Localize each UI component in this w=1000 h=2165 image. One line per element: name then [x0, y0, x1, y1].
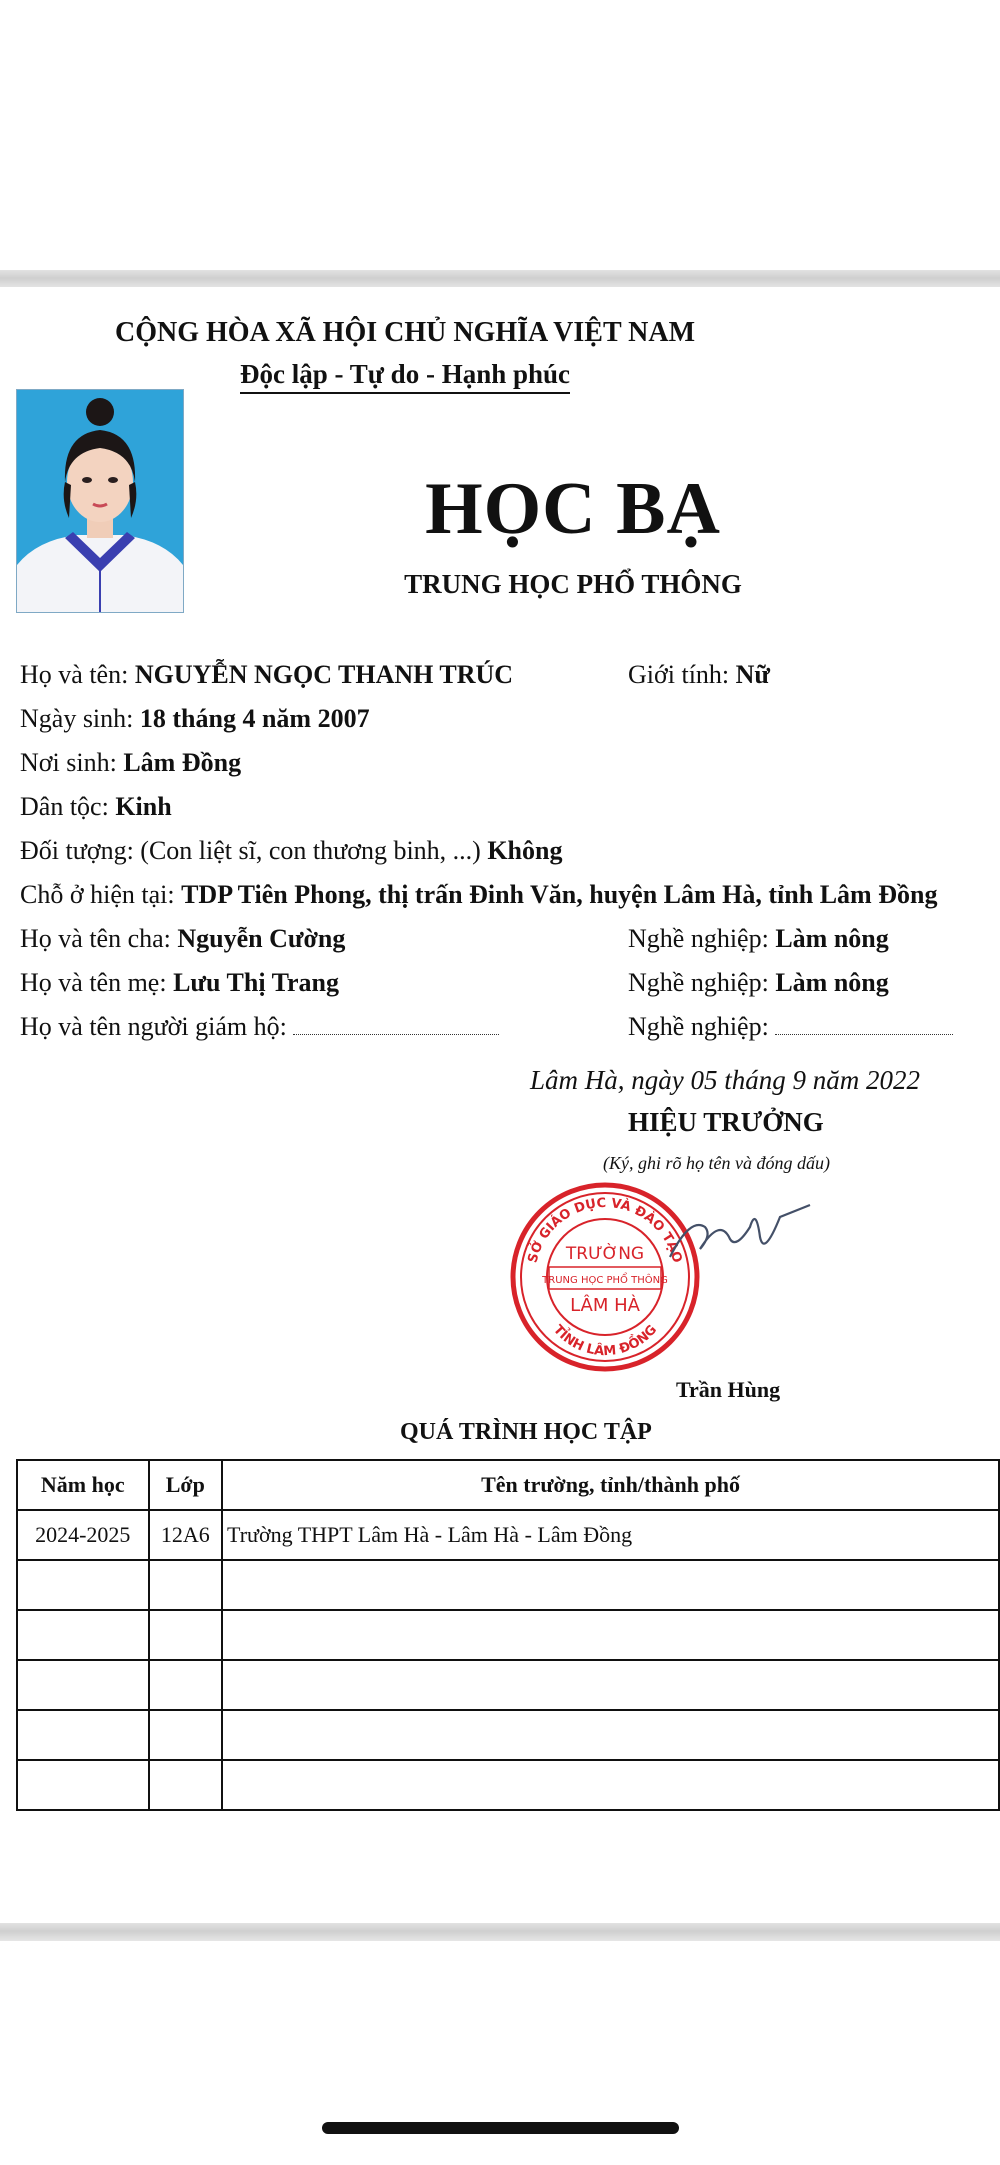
table-row: [17, 1710, 999, 1760]
table-row: [17, 1660, 999, 1710]
mother-row: Họ và tên mẹ: Lưu Thị Trang: [20, 968, 339, 997]
svg-text:TỈNH LÂM ĐỒNG: TỈNH LÂM ĐỒNG: [549, 1322, 661, 1360]
name-row: Họ và tên: NGUYỄN NGỌC THANH TRÚC: [20, 660, 514, 689]
svg-text:LÂM HÀ: LÂM HÀ: [570, 1295, 640, 1316]
student-name: NGUYỄN NGỌC THANH TRÚC: [134, 660, 514, 689]
cell-school: [222, 1560, 999, 1610]
cell-year: [17, 1660, 149, 1710]
guardian-blank: [293, 1033, 499, 1035]
student-photo: [16, 389, 184, 613]
signer-name: Trần Hùng: [676, 1377, 781, 1402]
issue-date: Lâm Hà, ngày 05 tháng 9 năm 2022: [530, 1065, 920, 1095]
birthplace-row: Nơi sinh: Lâm Đồng: [20, 748, 242, 777]
ethnicity-row: Dân tộc: Kinh: [20, 792, 172, 821]
gender-value: Nữ: [735, 660, 771, 689]
father-row: Họ và tên cha: Nguyễn Cường: [20, 924, 346, 953]
history-title: QUÁ TRÌNH HỌC TẬP: [400, 1419, 652, 1445]
signature-note: (Ký, ghi rõ họ tên và đóng dấu): [603, 1153, 830, 1173]
school-record-page: [0, 287, 1000, 1923]
cell-year: [17, 1610, 149, 1660]
table-row: [17, 1510, 999, 1560]
cell-class: [149, 1760, 222, 1810]
cell-year: [17, 1560, 149, 1610]
father-job: Làm nông: [775, 924, 889, 953]
cell-year: [17, 1710, 149, 1760]
principal-title: HIỆU TRƯỞNG: [628, 1107, 824, 1137]
residence-value: TDP Tiên Phong, thị trấn Đinh Văn, huyện Lâm Hà, tỉnh Lâm Đồng: [181, 880, 938, 909]
cell-school: [222, 1610, 999, 1660]
father-name: Nguyễn Cường: [177, 924, 346, 953]
birthplace-value: Lâm Đồng: [123, 748, 242, 777]
cell-school: [222, 1760, 999, 1810]
col-school-year: Năm học: [17, 1460, 149, 1510]
guardian-job-row: Nghề nghiệp:: [628, 1012, 953, 1042]
republic-header: CỘNG HÒA XÃ HỘI CHỦ NGHĨA VIỆT NAM: [114, 317, 696, 348]
table-row: [17, 1610, 999, 1660]
cell-year: [17, 1760, 149, 1810]
page-bottom-edge: [0, 1923, 1000, 1941]
home-indicator[interactable]: [322, 2122, 679, 2134]
cell-class: [149, 1660, 222, 1710]
category-row: Đối tượng: (Con liệt sĩ, con thương binh, ...) Không: [20, 836, 563, 865]
mother-job: Làm nông: [775, 968, 889, 997]
ethnicity-value: Kinh: [115, 792, 172, 821]
cell-school: [222, 1660, 999, 1710]
guardian-row: Họ và tên người giám hộ:: [20, 1012, 499, 1042]
cell-class: [149, 1710, 222, 1760]
col-school-name: Tên trường, tỉnh/thành phố: [222, 1460, 999, 1510]
cell-class: 12A6: [149, 1510, 222, 1560]
guardian-job-blank: [775, 1033, 953, 1035]
cell-class: [149, 1560, 222, 1610]
table-header-row: [17, 1460, 999, 1510]
col-class: Lớp: [149, 1460, 222, 1510]
svg-text:TRƯỜNG: TRƯỜNG: [565, 1244, 645, 1264]
residence-row: Chỗ ở hiện tại: TDP Tiên Phong, thị trấn Đinh Văn, huyện Lâm Hà, tỉnh Lâm Đồng: [20, 880, 938, 909]
document-title: HỌC BẠ: [425, 468, 721, 550]
father-job-row: Nghề nghiệp: Làm nông: [628, 924, 889, 953]
cell-year: 2024-2025: [17, 1510, 149, 1560]
svg-text:TRUNG HỌC PHỔ THÔNG: TRUNG HỌC PHỔ THÔNG: [542, 1275, 668, 1286]
principal-signature: [660, 1187, 820, 1277]
dob-value: 18 tháng 4 năm 2007: [139, 704, 370, 733]
document-subtitle: TRUNG HỌC PHỔ THÔNG: [404, 569, 742, 599]
cell-school: Trường THPT Lâm Hà - Lâm Hà - Lâm Đồng: [222, 1510, 999, 1560]
table-row: [17, 1560, 999, 1610]
category-value: Không: [487, 836, 563, 865]
cell-class: [149, 1610, 222, 1660]
mother-name: Lưu Thị Trang: [173, 968, 339, 997]
history-table: [16, 1459, 1000, 1811]
gender-row: Giới tính: Nữ: [628, 660, 771, 689]
svg-text:SỞ GIÁO DỤC VÀ ĐÀO TẠO: SỞ GIÁO DỤC VÀ ĐÀO TẠO: [525, 1195, 685, 1265]
cell-school: [222, 1710, 999, 1760]
mother-job-row: Nghề nghiệp: Làm nông: [628, 968, 889, 997]
motto: Độc lập - Tự do - Hạnh phúc: [35, 359, 775, 390]
table-row: [17, 1760, 999, 1810]
dob-row: Ngày sinh: 18 tháng 4 năm 2007: [20, 704, 370, 733]
page-top-edge: [0, 270, 1000, 288]
